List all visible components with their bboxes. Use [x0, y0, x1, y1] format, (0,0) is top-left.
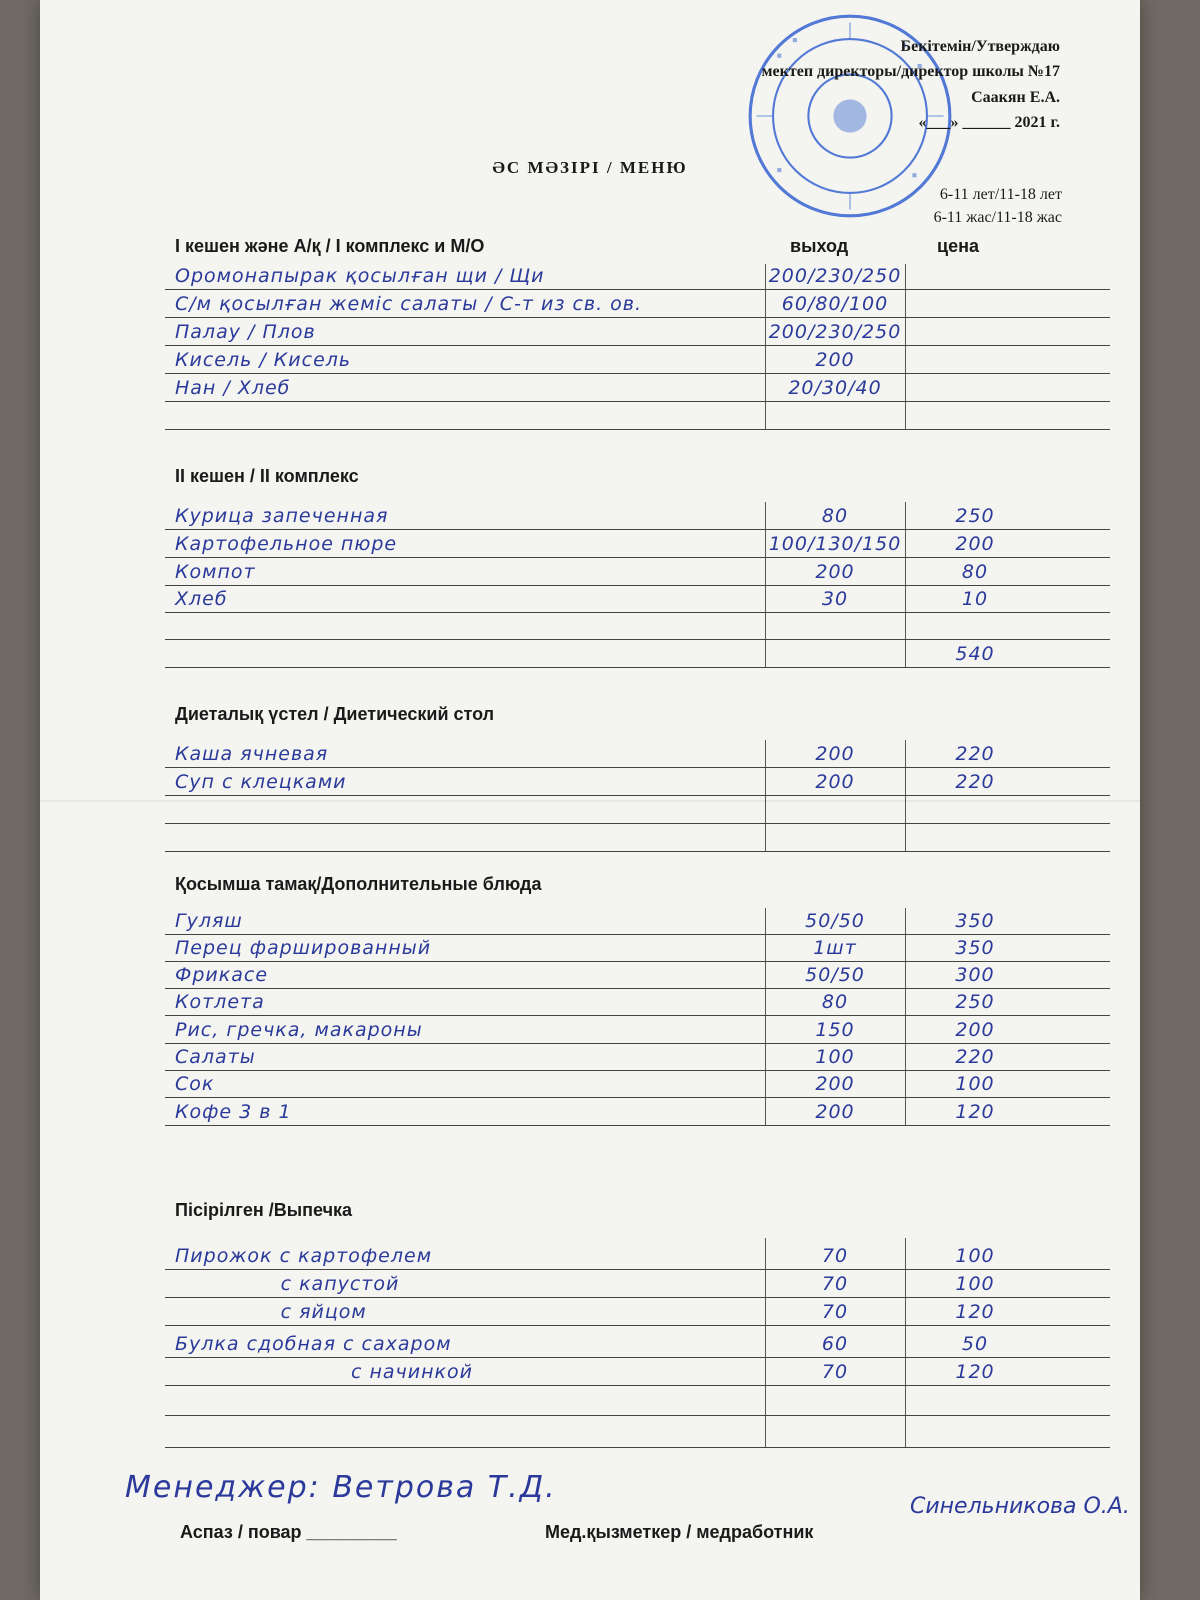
dish-output: 100	[815, 1046, 855, 1068]
dish-output: 50/50	[805, 964, 865, 986]
table-row	[165, 290, 1110, 318]
dish-output: 80	[821, 505, 849, 527]
section-title: ІІ кешен / II комплекс	[175, 466, 359, 486]
medic-label: Мед.қызметкер / медработник	[545, 1522, 814, 1542]
dish-output: 70	[821, 1273, 849, 1295]
dish-output: 70	[821, 1245, 849, 1267]
menu-table	[165, 1238, 1110, 1448]
dish-price: 100	[955, 1245, 995, 1267]
dish-output: 50/50	[805, 910, 865, 932]
column-header-output: выход	[790, 236, 849, 256]
dish-name: Кисель / Кисель	[175, 349, 352, 371]
dish-price: 250	[955, 991, 995, 1013]
medic-signature: Синельникова О.А.	[910, 1494, 1130, 1519]
manager-signature: Менеджер: Ветрова Т.Д.	[125, 1470, 557, 1505]
menu-table	[165, 908, 1110, 1126]
dish-name: Рис, гречка, макароны	[175, 1019, 423, 1041]
dish-price: 50	[961, 1333, 989, 1355]
cook-label: Аспаз / повар _________	[180, 1522, 397, 1542]
dish-price: 120	[955, 1101, 995, 1123]
dish-output: 1шт	[813, 937, 857, 959]
dish-name: с начинкой	[175, 1361, 473, 1383]
table-row	[165, 768, 1110, 796]
table-row	[165, 1071, 1110, 1098]
menu-table	[165, 740, 1110, 852]
dish-name: Фрикасе	[175, 964, 269, 986]
dish-output: 200	[815, 743, 855, 765]
table-row	[165, 1016, 1110, 1044]
dish-name: Суп с клецками	[175, 771, 347, 793]
page-title: ӘС МӘЗІРІ / МЕНЮ	[492, 158, 688, 177]
approval-line-4: «___» ______ 2021 г.	[918, 114, 1060, 131]
table-row	[165, 1298, 1110, 1326]
table-row	[165, 740, 1110, 768]
table-row	[165, 1238, 1110, 1270]
table-row	[165, 586, 1110, 613]
dish-price: 220	[955, 743, 995, 765]
dish-price: 120	[955, 1301, 995, 1323]
dish-price: 350	[955, 937, 995, 959]
dish-price: 220	[955, 1046, 995, 1068]
table-row	[165, 1416, 1110, 1448]
approval-line-1: Бекітемін/Утверждаю	[900, 38, 1060, 55]
table-row	[165, 558, 1110, 586]
table-row	[165, 318, 1110, 346]
dish-output: 200/230/250	[768, 321, 902, 343]
dish-name: с яйцом	[175, 1301, 367, 1323]
table-row	[165, 1098, 1110, 1126]
dish-output: 200	[815, 771, 855, 793]
dish-price: 10	[961, 588, 989, 610]
dish-output: 60/80/100	[781, 293, 889, 315]
table-row	[165, 613, 1110, 640]
dish-price: 80	[961, 561, 989, 583]
dish-name: С/м қосылған жеміс салаты / С-т из св. ов.	[175, 293, 643, 315]
table-row	[165, 908, 1110, 935]
dish-output: 150	[815, 1019, 855, 1041]
section-title: І кешен және А/қ / I комплекс и М/О	[175, 236, 485, 256]
dish-name: Сок	[175, 1073, 215, 1095]
dish-name: Салаты	[175, 1046, 256, 1068]
dish-output: 60	[821, 1333, 849, 1355]
table-row	[165, 1326, 1110, 1358]
age-range-ru: 6-11 лет/11-18 лет	[939, 186, 1062, 203]
dish-name: Каша ячневая	[175, 743, 329, 765]
table-row	[165, 346, 1110, 374]
menu-table	[165, 264, 1110, 430]
table-row	[165, 989, 1110, 1016]
dish-output: 200/230/250	[768, 265, 902, 287]
dish-price: 220	[955, 771, 995, 793]
dish-name: Палау / Плов	[175, 321, 316, 343]
dish-name: Хлеб	[175, 588, 228, 610]
dish-output: 80	[821, 991, 849, 1013]
table-row	[165, 824, 1110, 852]
dish-output: 30	[821, 588, 849, 610]
table-row	[165, 502, 1110, 530]
dish-name: Кофе 3 в 1	[175, 1101, 292, 1123]
dish-price: 250	[955, 505, 995, 527]
table-row	[165, 264, 1110, 290]
dish-price: 300	[955, 964, 995, 986]
table-row	[165, 1044, 1110, 1071]
table-row	[165, 402, 1110, 430]
dish-price: 350	[955, 910, 995, 932]
dish-output: 70	[821, 1361, 849, 1383]
age-range-kz: 6-11 жас/11-18 жас	[933, 209, 1062, 226]
section-title: Диеталық үстел / Диетический стол	[175, 704, 495, 724]
dish-output: 100/130/150	[768, 533, 902, 555]
section-title: Қосымша тамақ/Дополнительные блюда	[175, 874, 542, 894]
dish-name: Котлета	[175, 991, 265, 1013]
dish-name: Компот	[175, 561, 256, 583]
table-row	[165, 796, 1110, 824]
dish-price: 100	[955, 1073, 995, 1095]
dish-name: Картофельное пюре	[175, 533, 398, 555]
table-row	[165, 962, 1110, 989]
menu-table	[165, 502, 1110, 668]
table-row	[165, 530, 1110, 558]
table-row-total	[165, 640, 1110, 668]
dish-output: 200	[815, 1101, 855, 1123]
section-title: Пісірілген /Выпечка	[175, 1200, 353, 1220]
table-row	[165, 1270, 1110, 1298]
dish-name: Булка сдобная с сахаром	[175, 1333, 452, 1355]
dish-name: Оромонапырак қосылған щи / Щи	[175, 265, 545, 287]
approval-line-2: мектеп директоры/директор школы №17	[761, 63, 1060, 80]
total-price: 540	[955, 643, 995, 665]
dish-name: Нан / Хлеб	[175, 377, 291, 399]
column-header-price: цена	[937, 236, 979, 256]
dish-price: 200	[955, 533, 995, 555]
table-row	[165, 935, 1110, 962]
dish-price: 100	[955, 1273, 995, 1295]
dish-name: Пирожок с картофелем	[175, 1245, 433, 1267]
dish-output: 200	[815, 349, 855, 371]
dish-name: Перец фаршированный	[175, 937, 432, 959]
dish-name: Гуляш	[175, 910, 243, 932]
dish-name: с капустой	[175, 1273, 400, 1295]
menu-sheet	[40, 0, 1140, 1600]
dish-output: 20/30/40	[788, 377, 882, 399]
table-row	[165, 1386, 1110, 1416]
dish-output: 200	[815, 1073, 855, 1095]
table-row	[165, 1358, 1110, 1386]
dish-price: 120	[955, 1361, 995, 1383]
dish-price: 200	[955, 1019, 995, 1041]
dish-output: 70	[821, 1301, 849, 1323]
dish-name: Курица запеченная	[175, 505, 389, 527]
approval-line-3: Саакян Е.А.	[971, 89, 1060, 106]
dish-output: 200	[815, 561, 855, 583]
table-row	[165, 374, 1110, 402]
